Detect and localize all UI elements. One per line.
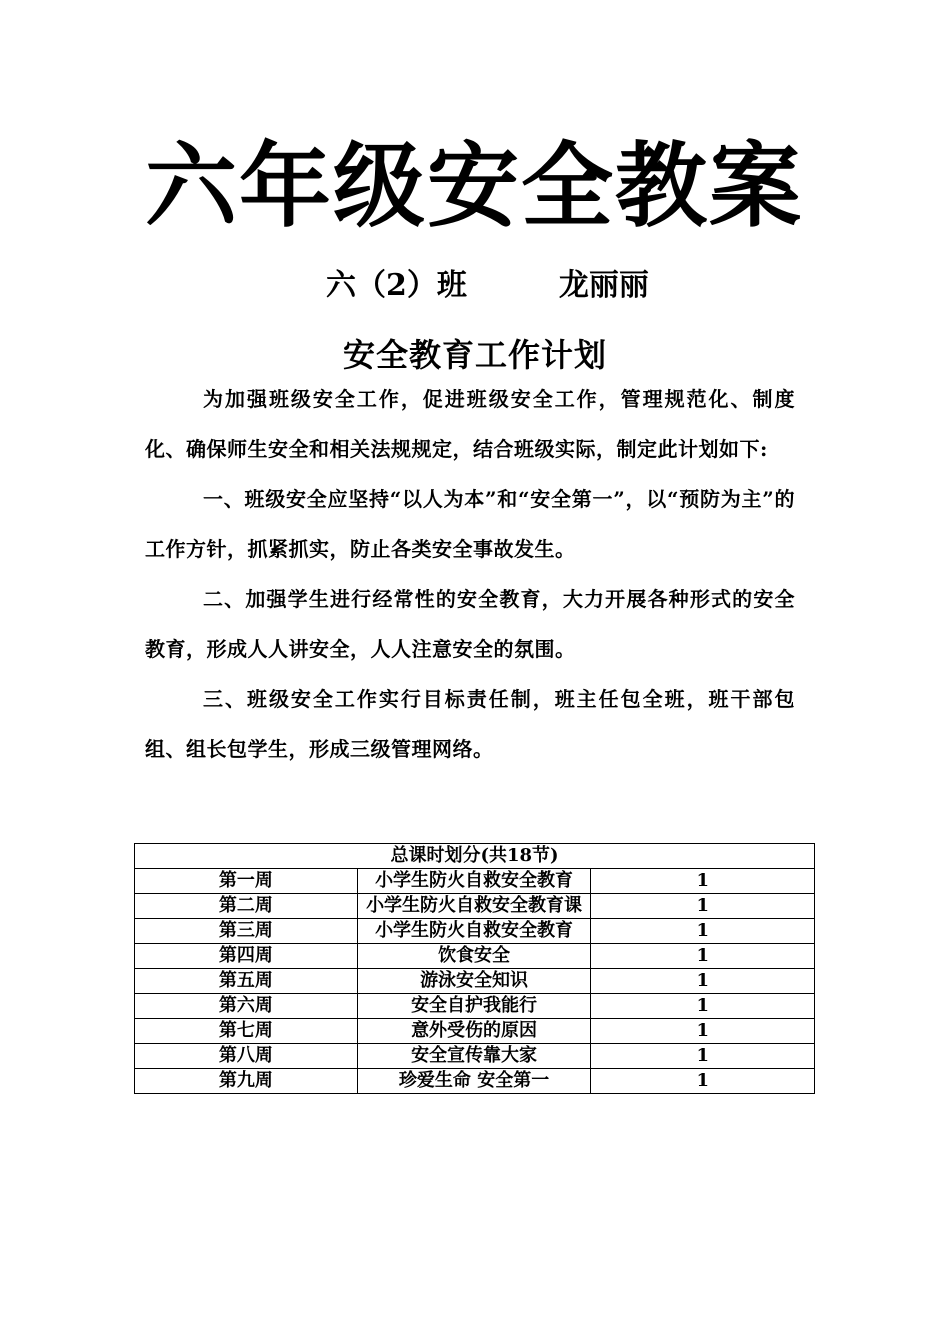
table-row: [135, 869, 815, 894]
week-cell: 第八周: [135, 1044, 358, 1069]
week-cell: 第六周: [135, 994, 358, 1019]
table-row: [135, 994, 815, 1019]
week-cell: 第七周: [135, 1019, 358, 1044]
document-title: 六年级安全教案: [145, 132, 804, 240]
plan-body: [145, 374, 795, 774]
paragraph-item-1: 一、班级安全应坚持“以人为本”和“安全第一”，以“预防为主”的工作方针，抓紧抓实，防止各类安全事故发生。: [145, 487, 795, 561]
schedule-table: [134, 843, 815, 1094]
topic-cell: 小学生防火自救安全教育课: [357, 894, 591, 919]
topic-cell: 小学生防火自救安全教育: [357, 869, 591, 894]
table-header-row: [135, 844, 815, 869]
week-cell: 第二周: [135, 894, 358, 919]
topic-cell: 珍爱生命 安全第一: [357, 1069, 591, 1094]
week-cell: 第九周: [135, 1069, 358, 1094]
section-title: 安全教育工作计划: [342, 336, 607, 374]
class-and-teacher-line: [326, 260, 649, 304]
table-header: 总课时划分(共18节): [135, 844, 815, 869]
topic-cell: 安全宣传靠大家: [357, 1044, 591, 1069]
table-row: [135, 1019, 815, 1044]
hours-cell: 1: [591, 919, 815, 944]
paragraph-item-2: 二、加强学生进行经常性的安全教育，大力开展各种形式的安全教育，形成人人讲安全，人人注意安全的氛围。: [145, 587, 795, 661]
topic-cell: 饮食安全: [357, 944, 591, 969]
topic-cell: 意外受伤的原因: [357, 1019, 591, 1044]
hours-cell: 1: [591, 1069, 815, 1094]
table-row: [135, 969, 815, 994]
topic-cell: 游泳安全知识: [357, 969, 591, 994]
table-row: [135, 1069, 815, 1094]
teacher-name: 龙丽丽: [558, 268, 649, 303]
table-row: [135, 944, 815, 969]
topic-cell: 安全自护我能行: [357, 994, 591, 1019]
class-name: 六（2）班: [326, 268, 467, 303]
week-cell: 第一周: [135, 869, 358, 894]
table-row: [135, 894, 815, 919]
table-row: [135, 919, 815, 944]
table-row: [135, 1044, 815, 1069]
hours-cell: 1: [591, 969, 815, 994]
hours-cell: 1: [591, 1019, 815, 1044]
hours-cell: 1: [591, 1044, 815, 1069]
hours-cell: 1: [591, 869, 815, 894]
hours-cell: 1: [591, 894, 815, 919]
week-cell: 第四周: [135, 944, 358, 969]
hours-cell: 1: [591, 994, 815, 1019]
week-cell: 第五周: [135, 969, 358, 994]
topic-cell: 小学生防火自救安全教育: [357, 919, 591, 944]
week-cell: 第三周: [135, 919, 358, 944]
paragraph-intro: 为加强班级安全工作，促进班级安全工作，管理规范化、制度化、确保师生安全和相关法规规定，结合班级实际，制定此计划如下:: [145, 387, 795, 461]
hours-cell: 1: [591, 944, 815, 969]
paragraph-item-3: 三、班级安全工作实行目标责任制，班主任包全班，班干部包组、组长包学生，形成三级管理网络。: [145, 687, 795, 761]
